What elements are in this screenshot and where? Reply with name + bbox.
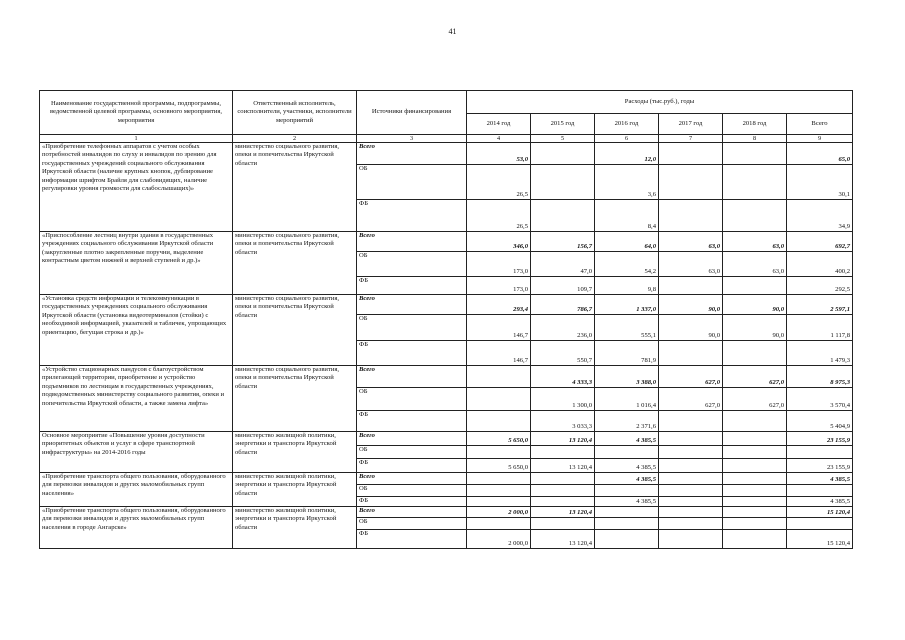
amount-cell: 146,7 [467, 341, 531, 366]
amount-cell: 555,1 [595, 315, 659, 341]
amount-cell [723, 277, 787, 295]
amount-cell: 1 337,0 [595, 295, 659, 315]
amount-cell [595, 507, 659, 518]
expenses-table [39, 90, 853, 549]
amount-cell [467, 388, 531, 411]
funding-source: ОБ [357, 165, 467, 200]
amount-cell [723, 165, 787, 200]
header-year: 2014 год [467, 114, 531, 135]
amount-cell [467, 446, 531, 459]
amount-cell: 65,0 [787, 143, 853, 165]
funding-source: Всего [357, 473, 467, 485]
header-expenses: Расходы (тыс.руб.), годы [467, 91, 853, 114]
amount-cell [723, 143, 787, 165]
amount-cell: 23 155,9 [787, 459, 853, 473]
column-number: 9 [787, 135, 853, 143]
amount-cell [659, 165, 723, 200]
amount-cell: 4 385,5 [595, 473, 659, 485]
executor-name: министерство жилищной политики, энергетики и транспорта Иркутской области [233, 432, 357, 473]
amount-cell: 293,4 [467, 295, 531, 315]
amount-cell: 3 570,4 [787, 388, 853, 411]
funding-source: Всего [357, 432, 467, 446]
amount-cell: 4 385,5 [787, 473, 853, 485]
amount-cell: 3 033,3 [531, 411, 595, 432]
amount-cell: 781,9 [595, 341, 659, 366]
amount-cell [531, 200, 595, 232]
amount-cell: 26,5 [467, 165, 531, 200]
amount-cell: 2 000,0 [467, 530, 531, 549]
amount-cell [659, 277, 723, 295]
funding-source: ФБ [357, 341, 467, 366]
amount-cell: 173,0 [467, 277, 531, 295]
amount-cell [723, 507, 787, 518]
funding-source: ОБ [357, 315, 467, 341]
funding-source: ФБ [357, 530, 467, 549]
amount-cell: 1 300,0 [531, 388, 595, 411]
column-number: 2 [233, 135, 357, 143]
amount-cell: 1 117,8 [787, 315, 853, 341]
amount-cell [787, 485, 853, 497]
amount-cell [723, 485, 787, 497]
funding-source: Всего [357, 295, 467, 315]
executor-name: министерство социального развития, опеки и попечительства Иркутской области [233, 143, 357, 232]
amount-cell [467, 485, 531, 497]
amount-cell: 15 120,4 [787, 530, 853, 549]
amount-cell: 9,8 [595, 277, 659, 295]
amount-cell [595, 485, 659, 497]
column-number: 1 [40, 135, 233, 143]
table-row [40, 366, 853, 388]
header-year: 2018 год [723, 114, 787, 135]
amount-cell: 4 385,5 [595, 497, 659, 507]
table-row [40, 507, 853, 518]
amount-cell: 173,0 [467, 252, 531, 277]
amount-cell [531, 497, 595, 507]
amount-cell [531, 165, 595, 200]
amount-cell [659, 530, 723, 549]
column-number: 6 [595, 135, 659, 143]
amount-cell: 4 385,5 [787, 497, 853, 507]
amount-cell: 346,0 [467, 232, 531, 252]
amount-cell: 30,1 [787, 165, 853, 200]
executor-name: министерство жилищной политики, энергетики и транспорта Иркутской области [233, 473, 357, 507]
executor-name: министерство социального развития, опеки и попечительства Иркутской области [233, 295, 357, 366]
program-name: Основное мероприятие «Повышение уровня доступности приоритетных объектов и услуг в сфере транспортной инфраструктуры» на 2014-2016 годы [40, 432, 233, 473]
funding-source: Всего [357, 143, 467, 165]
amount-cell: 8,4 [595, 200, 659, 232]
amount-cell: 292,5 [787, 277, 853, 295]
header-source: Источники финансирования [357, 91, 467, 135]
amount-cell: 12,0 [595, 143, 659, 165]
amount-cell: 63,0 [723, 252, 787, 277]
amount-cell [595, 530, 659, 549]
funding-source: ФБ [357, 459, 467, 473]
amount-cell: 13 120,4 [531, 507, 595, 518]
amount-cell: 54,2 [595, 252, 659, 277]
amount-cell [723, 411, 787, 432]
amount-cell: 63,0 [659, 252, 723, 277]
table-row [40, 473, 853, 485]
amount-cell [467, 366, 531, 388]
amount-cell [723, 497, 787, 507]
amount-cell [659, 143, 723, 165]
amount-cell: 146,7 [467, 315, 531, 341]
amount-cell: 4 385,5 [595, 459, 659, 473]
amount-cell: 23 155,9 [787, 432, 853, 446]
amount-cell: 627,0 [659, 366, 723, 388]
amount-cell: 4 385,5 [595, 432, 659, 446]
amount-cell: 13 120,4 [531, 432, 595, 446]
amount-cell: 236,0 [531, 315, 595, 341]
amount-cell: 1 479,3 [787, 341, 853, 366]
header-year: 2016 год [595, 114, 659, 135]
header-year: 2015 год [531, 114, 595, 135]
program-name: «Приобретение транспорта общего пользования, оборудованного для перевозки инвалидов и других маломобильных групп населения в городе Ангарске» [40, 507, 233, 549]
amount-cell: 156,7 [531, 232, 595, 252]
funding-source: ФБ [357, 277, 467, 295]
amount-cell [723, 432, 787, 446]
amount-cell: 4 333,3 [531, 366, 595, 388]
funding-source: Всего [357, 232, 467, 252]
funding-source: ОБ [357, 252, 467, 277]
column-number: 8 [723, 135, 787, 143]
program-name: «Установка средств информации и телекоммуникации в государственных учреждениях социального обслуживания Иркутской области (установка видеотерминалов (стойки) с необходимой информацией, указателей и табличек, упрощающих ориентацию, бегущая строка и др.)» [40, 295, 233, 366]
amount-cell [659, 432, 723, 446]
header-name: Наименование государственной программы, подпрограммы, ведомственной целевой программы, основного мероприятия, мероприятия [40, 91, 233, 135]
amount-cell [659, 459, 723, 473]
funding-source: ОБ [357, 485, 467, 497]
amount-cell: 3 388,0 [595, 366, 659, 388]
amount-cell: 90,0 [659, 295, 723, 315]
amount-cell [659, 518, 723, 530]
program-name: «Приобретение транспорта общего пользования, оборудованного для перевозки инвалидов и других маломобильных групп населения» [40, 473, 233, 507]
program-name: «Приспособление лестниц внутри здания в государственных учреждениях социального обслуживания Иркутской области (закругленные плотно закрепленные поручни, выделение контрастным цветом нижней и верхней ступеней и др.)» [40, 232, 233, 295]
amount-cell [595, 518, 659, 530]
executor-name: министерство социального развития, опеки и попечительства Иркутской области [233, 366, 357, 432]
column-number-row [40, 135, 853, 143]
amount-cell [531, 473, 595, 485]
table-row [40, 232, 853, 252]
funding-source: ОБ [357, 388, 467, 411]
amount-cell [531, 485, 595, 497]
amount-cell: 5 650,0 [467, 459, 531, 473]
amount-cell [659, 485, 723, 497]
amount-cell: 2 000,0 [467, 507, 531, 518]
amount-cell [787, 446, 853, 459]
amount-cell [659, 507, 723, 518]
column-number: 7 [659, 135, 723, 143]
amount-cell: 90,0 [723, 315, 787, 341]
amount-cell [787, 518, 853, 530]
executor-name: министерство социального развития, опеки и попечительства Иркутской области [233, 232, 357, 295]
amount-cell [723, 530, 787, 549]
amount-cell: 550,7 [531, 341, 595, 366]
amount-cell: 90,0 [723, 295, 787, 315]
program-name: «Устройство стационарных пандусов с благоустройством прилегающей территории, приобретение и устройство подъемников по лестницам в государственных учреждениях, подведомственных министерству социального развития, опеки и попечительства Иркутской области, а также замена лифта» [40, 366, 233, 432]
header-executor: Ответственный исполнитель, соисполнители, участники, исполнители мероприятий [233, 91, 357, 135]
column-number: 3 [357, 135, 467, 143]
column-number: 5 [531, 135, 595, 143]
page-number: 41 [448, 27, 457, 36]
amount-cell: 786,7 [531, 295, 595, 315]
header-total: Всего [787, 114, 853, 135]
amount-cell: 13 120,4 [531, 530, 595, 549]
amount-cell: 26,5 [467, 200, 531, 232]
funding-source: ФБ [357, 200, 467, 232]
amount-cell [659, 497, 723, 507]
column-number: 4 [467, 135, 531, 143]
amount-cell [723, 459, 787, 473]
executor-name: министерство жилищной политики, энергетики и транспорта Иркутской области [233, 507, 357, 549]
amount-cell [659, 200, 723, 232]
amount-cell: 692,7 [787, 232, 853, 252]
program-name: «Приобретение телефонных аппаратов с учетом особых потребностей инвалидов по слуху и инвалидов по зрению для государственных учреждений социального обслуживания Иркутской области (наличие крупных кнопок, дублирование информации шрифтом Брайля для слабовидящих, наличие регулировки уровня громкости для слабослышащих)» [40, 143, 233, 232]
amount-cell [723, 341, 787, 366]
amount-cell [659, 341, 723, 366]
table-row [40, 432, 853, 446]
amount-cell: 627,0 [723, 388, 787, 411]
amount-cell: 400,2 [787, 252, 853, 277]
amount-cell [467, 473, 531, 485]
amount-cell [723, 200, 787, 232]
amount-cell: 5 650,0 [467, 432, 531, 446]
amount-cell: 627,0 [659, 388, 723, 411]
amount-cell: 1 016,4 [595, 388, 659, 411]
amount-cell: 15 120,4 [787, 507, 853, 518]
amount-cell [723, 473, 787, 485]
amount-cell: 47,0 [531, 252, 595, 277]
funding-source: ОБ [357, 518, 467, 530]
amount-cell: 63,0 [723, 232, 787, 252]
amount-cell: 109,7 [531, 277, 595, 295]
amount-cell: 63,0 [659, 232, 723, 252]
amount-cell: 90,0 [659, 315, 723, 341]
amount-cell [531, 446, 595, 459]
amount-cell [531, 518, 595, 530]
amount-cell: 64,0 [595, 232, 659, 252]
amount-cell [595, 446, 659, 459]
amount-cell [659, 473, 723, 485]
amount-cell: 627,0 [723, 366, 787, 388]
amount-cell: 5 404,9 [787, 411, 853, 432]
table-row [40, 143, 853, 165]
funding-source: Всего [357, 507, 467, 518]
amount-cell: 34,9 [787, 200, 853, 232]
amount-cell [531, 143, 595, 165]
table-row [40, 295, 853, 315]
amount-cell: 13 120,4 [531, 459, 595, 473]
amount-cell [467, 497, 531, 507]
funding-source: ФБ [357, 411, 467, 432]
funding-source: ОБ [357, 446, 467, 459]
amount-cell: 2 597,1 [787, 295, 853, 315]
funding-source: Всего [357, 366, 467, 388]
amount-cell [723, 518, 787, 530]
header-year: 2017 год [659, 114, 723, 135]
funding-source: ФБ [357, 497, 467, 507]
amount-cell [467, 411, 531, 432]
amount-cell: 3,6 [595, 165, 659, 200]
amount-cell: 8 975,3 [787, 366, 853, 388]
amount-cell [723, 446, 787, 459]
amount-cell [467, 518, 531, 530]
amount-cell: 2 371,6 [595, 411, 659, 432]
amount-cell [659, 446, 723, 459]
amount-cell [659, 411, 723, 432]
amount-cell: 53,0 [467, 143, 531, 165]
